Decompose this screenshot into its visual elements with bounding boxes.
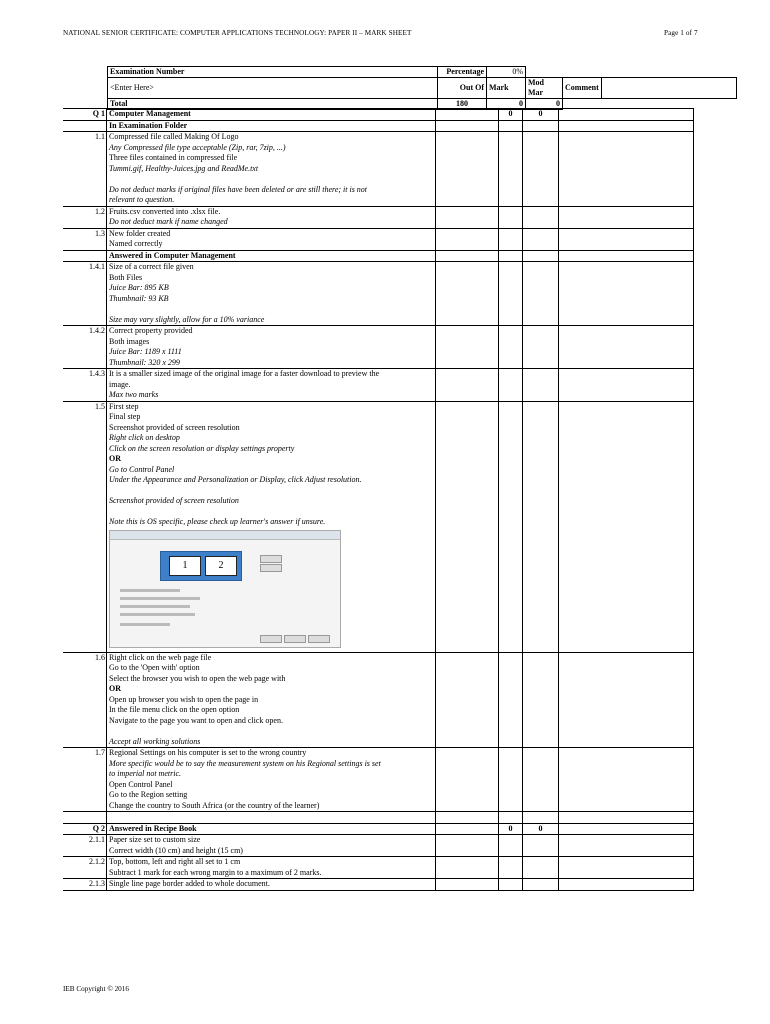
criteria-line: relevant to question. [109,195,175,204]
criteria-text [107,326,436,368]
mod-mark-cell[interactable] [523,835,559,856]
criteria-line: Regional Settings on his computer is set to the wrong country [109,748,307,757]
out-of-value: 180 [438,99,487,110]
mark-cell[interactable] [499,121,523,132]
criteria-text [107,812,436,823]
mark-cell[interactable] [499,229,523,250]
table-row [63,120,694,132]
question-number [63,121,107,132]
criteria-line: Tummi.gif, Healthy-Juices.jpg and ReadMe.txt [109,163,259,173]
total-mark-value: 0 [487,99,526,110]
screen-resolution-screenshot: 1 2 [109,530,341,648]
out-of-cell [436,229,499,250]
question-number: 1.4.2 [63,326,107,368]
question-number: Q 2 [63,824,107,835]
mod-mark-cell[interactable] [523,326,559,368]
criteria-line: Do not deduct mark if name changed [109,217,228,226]
mark-cell[interactable] [499,748,523,811]
mod-mark-cell[interactable] [523,251,559,262]
out-of-cell [436,109,499,120]
criteria-line: Size may vary slightly, allow for a 10% variance [109,314,265,324]
mark-cell[interactable]: 0 [499,109,523,120]
question-number: 1.5 [63,402,107,652]
mod-mark-label: Mod Mar [526,78,563,99]
question-number: 1.4.1 [63,262,107,325]
criteria-text [107,229,436,250]
out-of-cell [436,402,499,652]
criteria-text [107,824,436,835]
criteria-line: Correct width (10 cm) and height (15 cm) [109,845,243,855]
criteria-line: Answered in Computer Management [109,250,236,260]
criteria-line: Open Control Panel [109,779,173,789]
exam-number-input[interactable]: <Enter Here> [108,78,438,99]
mark-sheet-grid [63,108,694,891]
criteria-line [109,812,433,823]
out-of-cell [436,251,499,262]
mark-cell[interactable] [499,812,523,823]
criteria-text [107,121,436,132]
criteria-line: First step [109,401,139,411]
table-row [63,206,694,228]
out-of-cell [436,121,499,132]
criteria-line: Juice Bar: 895 KB [109,283,169,292]
out-of-cell [436,369,499,401]
mod-mark-cell[interactable] [523,812,559,823]
percentage-value: 0% [487,67,526,78]
mod-mark-cell[interactable] [523,132,559,206]
mod-mark-cell[interactable] [523,229,559,250]
mark-cell[interactable] [499,326,523,368]
question-number [63,812,107,823]
criteria-line: Single line page border added to whole document. [109,879,270,888]
out-of-cell [436,653,499,748]
question-number: 2.1.1 [63,835,107,856]
criteria-line: Thumbnail: 320 x 299 [109,357,180,367]
out-of-cell [436,262,499,325]
out-of-cell [436,748,499,811]
comment-cell[interactable] [559,879,694,890]
out-of-cell [436,812,499,823]
criteria-line: In Examination Folder [109,120,188,130]
criteria-line: Correct property provided [109,326,193,335]
table-row [63,228,694,250]
mark-cell[interactable] [499,251,523,262]
comment-label: Comment [563,78,602,99]
table-row [63,325,694,368]
criteria-line: Answered in Recipe Book [109,823,197,833]
page-header-title: NATIONAL SENIOR CERTIFICATE: COMPUTER APPLICATIONS TECHNOLOGY: PAPER II – MARK SHEET [63,29,412,37]
comment-cell[interactable] [559,369,694,401]
comment-cell[interactable] [559,229,694,250]
criteria-line: OR [109,454,121,463]
criteria-text [107,835,436,856]
table-row [63,250,694,262]
table-row [63,401,694,652]
criteria-line [109,304,433,315]
mod-mark-cell[interactable]: 0 [523,824,559,835]
mark-cell[interactable] [499,207,523,228]
comment-cell[interactable] [559,857,694,878]
criteria-line: Named correctly [109,239,163,248]
table-row [63,747,694,811]
criteria-line: Paper size set to custom size [109,835,201,844]
mark-cell[interactable] [499,653,523,748]
criteria-line: Both Files [109,272,143,282]
criteria-line: Click on the screen resolution or display settings property [109,443,295,453]
comment-cell[interactable] [559,824,694,835]
table-row [63,834,694,856]
mod-mark-cell[interactable] [523,369,559,401]
criteria-line: Open up browser you wish to open the page in [109,694,259,704]
mark-cell[interactable] [499,132,523,206]
copyright-footer: IEB Copyright © 2016 [63,985,129,993]
mod-mark-cell[interactable] [523,653,559,748]
question-number: 1.3 [63,229,107,250]
criteria-line: Compressed file called Making Of Logo [109,132,239,141]
criteria-text [107,748,436,811]
mod-mark-cell[interactable] [523,857,559,878]
mod-mark-cell[interactable] [523,402,559,652]
exam-number-label: Examination Number [108,67,438,78]
criteria-line: New folder created [109,228,171,238]
criteria-line: Both images [109,336,150,346]
table-row [63,108,694,120]
out-of-cell [436,326,499,368]
comment-cell[interactable] [559,326,694,368]
criteria-line: Go to the 'Open with' option [109,663,200,672]
table-row [63,823,694,835]
percentage-label: Percentage [438,67,487,78]
summary-table [107,66,737,110]
criteria-line: OR [109,684,121,693]
criteria-line [109,486,433,497]
table-row [63,878,694,891]
criteria-line: Screenshot provided of screen resolution [109,496,239,505]
criteria-line: Under the Appearance and Personalization or Display, click Adjust resolution. [109,475,362,484]
mark-cell[interactable] [499,262,523,325]
table-row [63,368,694,401]
table-row [63,811,694,823]
criteria-line: Any Compressed file type acceptable (Zip, rar, 7zip, ...) [109,142,286,152]
question-number: 2.1.2 [63,857,107,878]
question-number [63,251,107,262]
comment-cell[interactable] [559,109,694,120]
mod-mark-cell[interactable] [523,262,559,325]
criteria-text [107,251,436,262]
question-number: 2.1.3 [63,879,107,890]
comment-cell[interactable] [559,121,694,132]
page-number: Page 1 of 7 [664,29,698,37]
mod-mark-cell[interactable] [523,207,559,228]
comment-cell[interactable] [559,402,694,652]
comment-cell[interactable] [559,251,694,262]
criteria-line: Right click on the web page file [109,652,212,662]
comment-cell[interactable] [559,132,694,206]
criteria-line [109,726,433,737]
criteria-line: Size of a correct file given [109,262,194,271]
criteria-line: Note this is OS specific, please check up learner's answer if unsure. [109,517,326,526]
mod-mark-cell[interactable] [523,121,559,132]
mark-cell[interactable] [499,402,523,652]
comment-cell[interactable] [559,262,694,325]
out-of-cell [436,132,499,206]
question-number: 1.1 [63,132,107,206]
comment-cell[interactable] [559,812,694,823]
criteria-text [107,109,436,120]
comment-cell[interactable] [559,748,694,811]
table-row [63,261,694,325]
criteria-line: Navigate to the page you want to open and click open. [109,715,283,725]
criteria-line: More specific would be to say the measurement system on his Regional settings is set [109,758,381,768]
table-row [63,131,694,206]
criteria-line: Final step [109,412,141,421]
criteria-text [107,132,436,206]
out-of-cell [436,835,499,856]
question-number: 1.7 [63,748,107,811]
criteria-line: Screenshot provided of screen resolution [109,422,240,432]
criteria-line: Go to the Region setting [109,790,188,799]
criteria-line: It is a smaller sized image of the original image for a faster download to preview the [109,369,380,378]
criteria-line: Subtract 1 mark for each wrong margin to a maximum of 2 marks. [109,867,322,877]
criteria-line: image. [109,379,131,389]
criteria-line: Thumbnail: 93 KB [109,293,169,303]
table-row [63,856,694,878]
mark-cell[interactable] [499,835,523,856]
table-row [63,652,694,748]
mod-mark-cell[interactable]: 0 [523,109,559,120]
out-of-cell [436,857,499,878]
criteria-line: Fruits.csv converted into .xlsx file. [109,206,221,216]
criteria-line: Juice Bar: 1189 x 1111 [109,347,182,356]
criteria-line: In the file menu click on the open option [109,705,240,714]
out-of-label: Out Of [438,78,487,99]
criteria-line [109,174,433,185]
criteria-line: Three files contained in compressed file [109,153,238,162]
comment-cell[interactable] [559,835,694,856]
criteria-text [107,262,436,325]
out-of-cell [436,207,499,228]
criteria-text [107,857,436,878]
comment-cell[interactable] [559,653,694,748]
total-mod-value: 0 [526,99,563,110]
criteria-line: Max two marks [109,390,159,399]
mark-label: Mark [487,78,526,99]
criteria-line: Change the country to South Africa (or the country of the learner) [109,800,320,810]
question-number: 1.6 [63,653,107,748]
criteria-line [109,507,433,518]
total-label: Total [108,99,438,110]
mark-cell[interactable] [499,879,523,890]
criteria-text [107,879,436,890]
criteria-text [107,402,436,652]
comment-cell[interactable] [559,207,694,228]
criteria-line: Select the browser you wish to open the web page with [109,673,286,683]
criteria-line: Accept all working solutions [109,736,201,746]
criteria-line: Right click on desktop [109,433,180,442]
criteria-line: Go to Control Panel [109,464,175,474]
mod-mark-cell[interactable] [523,879,559,890]
mark-cell[interactable]: 0 [499,824,523,835]
criteria-text [107,369,436,401]
mod-mark-cell[interactable] [523,748,559,811]
criteria-text [107,207,436,228]
out-of-cell [436,879,499,890]
mark-cell[interactable] [499,369,523,401]
criteria-line: Computer Management [109,109,191,118]
criteria-line: Do not deduct marks if original files have been deleted or are still there; it is not [109,184,368,194]
mark-cell[interactable] [499,857,523,878]
question-number: 1.2 [63,207,107,228]
criteria-line: to imperial not metric. [109,769,181,778]
criteria-text [107,653,436,748]
question-number: 1.4.3 [63,369,107,401]
question-number: Q 1 [63,109,107,120]
criteria-line: Top, bottom, left and right all set to 1 cm [109,857,241,866]
out-of-cell [436,824,499,835]
